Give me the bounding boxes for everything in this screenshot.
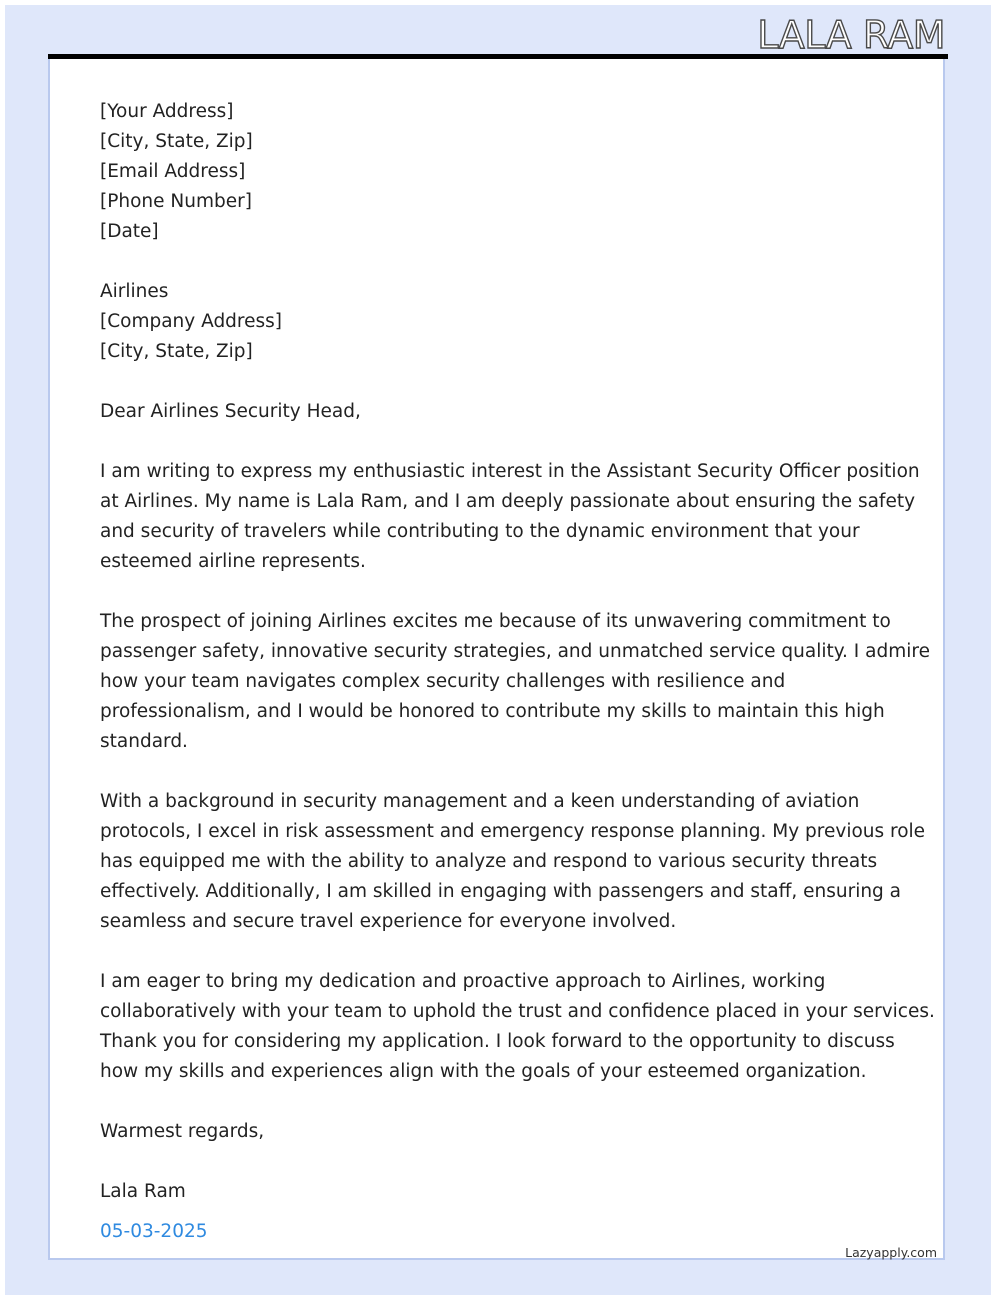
paragraph-line: has equipped me with the ability to analyze and respond to various security threats xyxy=(100,851,878,872)
spacer xyxy=(100,247,900,277)
recipient-city-state-zip: [City, State, Zip] xyxy=(100,341,253,362)
spacer xyxy=(100,367,900,397)
paragraph-2 xyxy=(100,607,930,757)
paragraph-line: and security of travelers while contributing to the dynamic environment that your xyxy=(100,521,860,542)
paragraph-line: Thank you for considering my application. I look forward to the opportunity to discuss xyxy=(100,1031,895,1052)
paragraph-line: esteemed airline represents. xyxy=(100,551,366,572)
paragraph-line: standard. xyxy=(100,731,188,752)
paragraph-line: I am eager to bring my dedication and proactive approach to Airlines, working xyxy=(100,971,826,992)
sender-city-state-zip: [City, State, Zip] xyxy=(100,131,253,152)
paragraph-1 xyxy=(100,457,920,577)
closing: Warmest regards, xyxy=(100,1121,265,1142)
salutation: Dear Airlines Security Head, xyxy=(100,401,361,422)
signed-date: 05-03-2025 xyxy=(100,1221,208,1242)
paragraph-line: With a background in security management and a keen understanding of aviation xyxy=(100,791,860,812)
paragraph-4 xyxy=(100,967,935,1087)
paragraph-line: The prospect of joining Airlines excites me because of its unwavering commitment to xyxy=(100,611,891,632)
paragraph-line: collaboratively with your team to uphold the trust and confidence placed in your services. xyxy=(100,1001,935,1022)
applicant-name-header: LALA RAM xyxy=(757,13,945,57)
spacer xyxy=(100,1147,900,1177)
spacer xyxy=(100,757,900,787)
recipient-address: [Company Address] xyxy=(100,311,283,332)
paragraph-line: professionalism, and I would be honored to contribute my skills to maintain this high xyxy=(100,701,885,722)
watermark-text: Lazyapply.com xyxy=(845,1245,937,1260)
paragraph-line: seamless and secure travel experience for everyone involved. xyxy=(100,911,677,932)
paragraph-line: I am writing to express my enthusiastic interest in the Assistant Security Officer position xyxy=(100,461,920,482)
cover-letter-body xyxy=(100,97,935,1207)
paragraph-line: passenger safety, innovative security strategies, and unmatched service quality. I admire xyxy=(100,641,930,662)
sender-address: [Your Address] xyxy=(100,101,234,122)
paragraph-line: protocols, I excel in risk assessment and emergency response planning. My previous role xyxy=(100,821,926,842)
sender-phone: [Phone Number] xyxy=(100,191,252,212)
paragraph-line: how my skills and experiences align with the goals of your esteemed organization. xyxy=(100,1061,867,1082)
spacer xyxy=(100,937,900,967)
sender-date: [Date] xyxy=(100,221,159,242)
sender-email: [Email Address] xyxy=(100,161,246,182)
spacer xyxy=(100,427,900,457)
recipient-company: Airlines xyxy=(100,281,169,302)
paragraph-line: how your team navigates complex security challenges with resilience and xyxy=(100,671,786,692)
paragraph-line: effectively. Additionally, I am skilled in engaging with passengers and staff, ensuring a xyxy=(100,881,902,902)
spacer xyxy=(100,1087,900,1117)
paragraph-line: at Airlines. My name is Lala Ram, and I am deeply passionate about ensuring the safety xyxy=(100,491,916,512)
paragraph-3 xyxy=(100,787,926,937)
spacer xyxy=(100,577,900,607)
signature-name: Lala Ram xyxy=(100,1181,186,1202)
